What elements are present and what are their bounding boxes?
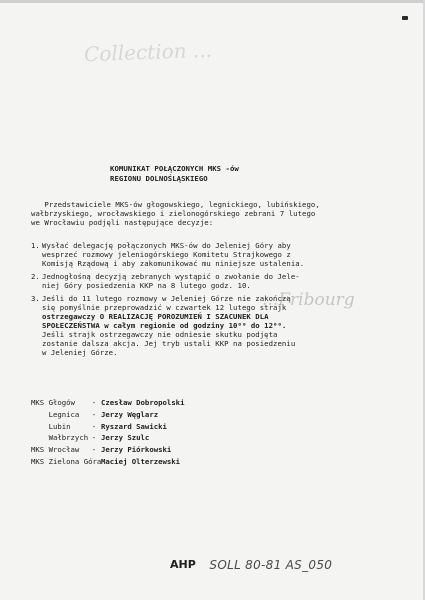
signatory-row [31, 456, 271, 468]
signatory-org: MKS Wrocław [31, 445, 80, 455]
signatory-row [31, 421, 271, 433]
signatory-row [31, 409, 271, 421]
signatory-row [31, 397, 271, 409]
decision-line: niej Góry posiedzenia KKP na 8 lutego godz. 10. [42, 281, 251, 290]
decision-line: Wysłać delegację połączonych MKS-ów do Jeleniej Góry aby [42, 241, 291, 250]
signatory-name: Jerzy Szulc [101, 433, 150, 443]
scan-edge-top [0, 0, 425, 3]
decision-line: SPOŁECZEŃSTWA w całym regionie od godziny 10⁰⁰ do 12⁰⁰. [42, 321, 287, 330]
signatory-org: Lubin [31, 421, 71, 431]
decision-number: 3. [31, 294, 40, 303]
intro-line: Przedstawiciele MKS-ów głogowskiego, legnickiego, lubińskiego, [31, 200, 320, 209]
signatory-dash: - [91, 445, 97, 455]
signatory-org: Legnica [31, 409, 80, 419]
decision-number: 2. [31, 272, 40, 281]
signatory-name: Jerzy Piórkowski [101, 445, 172, 455]
decision-list [31, 241, 416, 361]
signatory-org: MKS Głogów [31, 398, 75, 407]
signatory-dash: - [91, 409, 97, 419]
signatories-list [31, 397, 271, 468]
fribourg-watermark: ...Fribourg [262, 290, 355, 310]
signatory-row [31, 444, 271, 456]
decision-item-1 [31, 241, 416, 268]
signatory-name: Ryszard Sawicki [101, 421, 167, 431]
signatory-dash: - [91, 421, 97, 431]
decision-line: wesprzeć rozmowy jeleniogórskiego Komitetu Strajkowego z [42, 250, 291, 259]
archive-code: SOLL 80-81 AS_050 [209, 557, 333, 572]
document-title-line-1: KOMUNIKAT POŁĄCZONYCH MKS -ów [110, 164, 239, 173]
signatory-dash: - [91, 433, 97, 443]
intro-line: we Wrocławiu podjęli następujące decyzje: [31, 218, 214, 227]
decision-line: Jeśli do 11 lutego rozmowy w Jeleniej Górze nie zakończą [42, 294, 291, 303]
signatory-dash: - [91, 398, 97, 407]
signatory-row [31, 432, 271, 444]
document-title-line-2: REGIONU DOLNOŚLĄSKIEGO [110, 174, 208, 183]
archive-reference [170, 554, 332, 573]
decision-line: Komisją Rządową i aby zakomunikować mu niniejsze ustalenia. [42, 259, 305, 268]
staple-mark [402, 16, 408, 20]
signatory-name: Czesław Dobropolski [101, 398, 185, 407]
decision-line: Jeśli strajk ostrzegawczy nie odniesie skutku podjęta [42, 330, 278, 339]
signatory-org: Wałbrzych [31, 433, 89, 443]
decision-line: w Jeleniej Górze. [42, 348, 118, 357]
decision-line: zostanie dalsza akcja. Jej tryb ustali KKP na posiedzeniu [42, 339, 296, 348]
signatory-name: Jerzy Węglarz [101, 409, 159, 419]
decision-item-3 [31, 294, 416, 357]
decision-number: 1. [31, 241, 40, 250]
decision-line: ostrzegawczy O REALIZACJĘ POROZUMIEŃ I SZACUNEK DLA [42, 312, 269, 321]
decision-line: Jednogłośną decyzją zebranych wystąpić o zwołanie do Jele- [42, 272, 300, 281]
collection-watermark: Collection ... [83, 37, 213, 67]
intro-paragraph [31, 200, 411, 227]
intro-line: wałbrzyskiego, wrocławskiego i zielonogórskiego zebrani 7 lutego [31, 209, 316, 218]
signatory-name: Maciej Olterzewski [101, 456, 181, 466]
decision-item-2 [31, 272, 416, 290]
signatory-org: MKS Zielona Góra [31, 456, 102, 466]
decision-line: się pomyślnie przeprowadzić w czwartek 12 lutego strajk [42, 303, 287, 312]
archive-prefix: AHP [170, 558, 196, 571]
